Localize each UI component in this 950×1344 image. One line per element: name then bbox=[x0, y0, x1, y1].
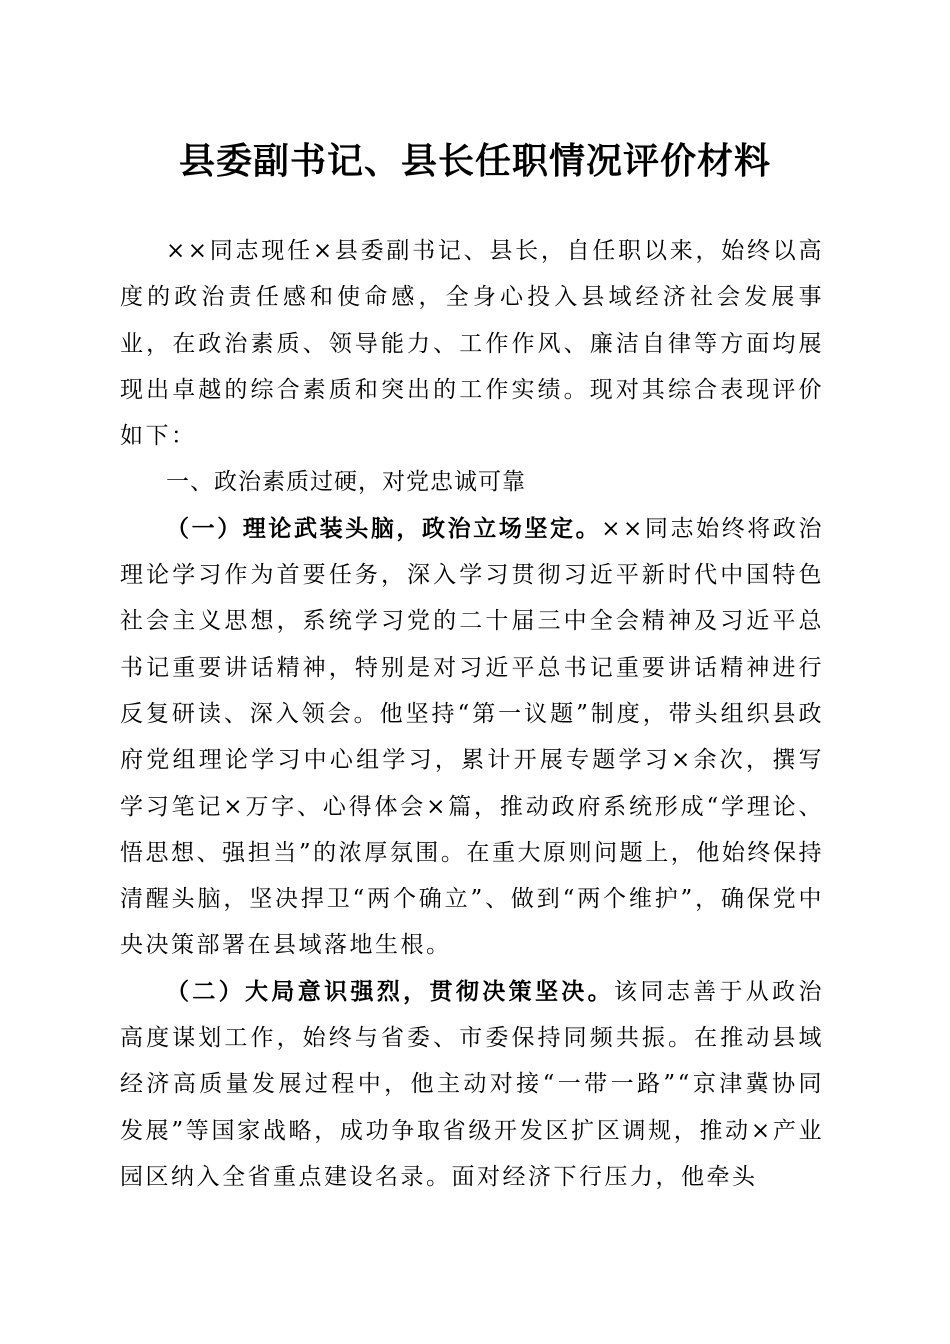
intro-paragraph: ××同志现任×县委副书记、县长，自任职以来，始终以高度的政治责任感和使命感，全身心投入县域经济社会发展事业，在政治素质、领导能力、工作作风、廉洁自律等方面均展现出卓越的综合素质和突出的工作实绩。现对其综合表现评价如下： bbox=[120, 238, 824, 450]
paragraph-text: 该同志善于从政治高度谋划工作，始终与省委、市委保持同频共振。在推动县域经济高质量发展过程中，他主动对接“一带一路”“京津冀协同发展”等国家战略，成功争取省级开发区扩区调规，推动×产业园区纳入全省重点建设名录。面对经济下行压力，他牵头 bbox=[120, 978, 825, 1190]
section-heading: 一、政治素质过硬，对党忠诚可靠 bbox=[166, 469, 526, 496]
document-title: 县委副书记、县长任职情况评价材料 bbox=[178, 140, 771, 182]
paragraph-text: ××同志始终将政治理论学习作为首要任务，深入学习贯彻习近平新时代中国特色社会主义思想，系统学习党的二十届三中全会精神及习近平总书记重要讲话精神，特别是对习近平总书记重要讲话精神进行反复研读、深入领会。他坚持“第一议题”制度，带头组织县政府党组理论学习中心组学习，累计开展专题学习×余次，撰写学习笔记×万字、心得体会×篇，推动政府系统形成“学理论、悟思想、强担当”的浓厚氛围。在重大原则问题上，他始终保持清醒头脑，坚决捍卫“两个确立”、做到“两个维护”，确保党中央决策部署在县域落地生根。 bbox=[120, 515, 825, 959]
paragraph-item-2 bbox=[120, 969, 824, 1200]
paragraph-item-1 bbox=[120, 506, 824, 969]
paragraph-lead: （一）理论武装头脑，政治立场坚定。 bbox=[166, 514, 602, 542]
paragraph-lead: （二）大局意识强烈，贯彻决策坚决。 bbox=[166, 977, 615, 1005]
document-body bbox=[120, 228, 824, 1200]
